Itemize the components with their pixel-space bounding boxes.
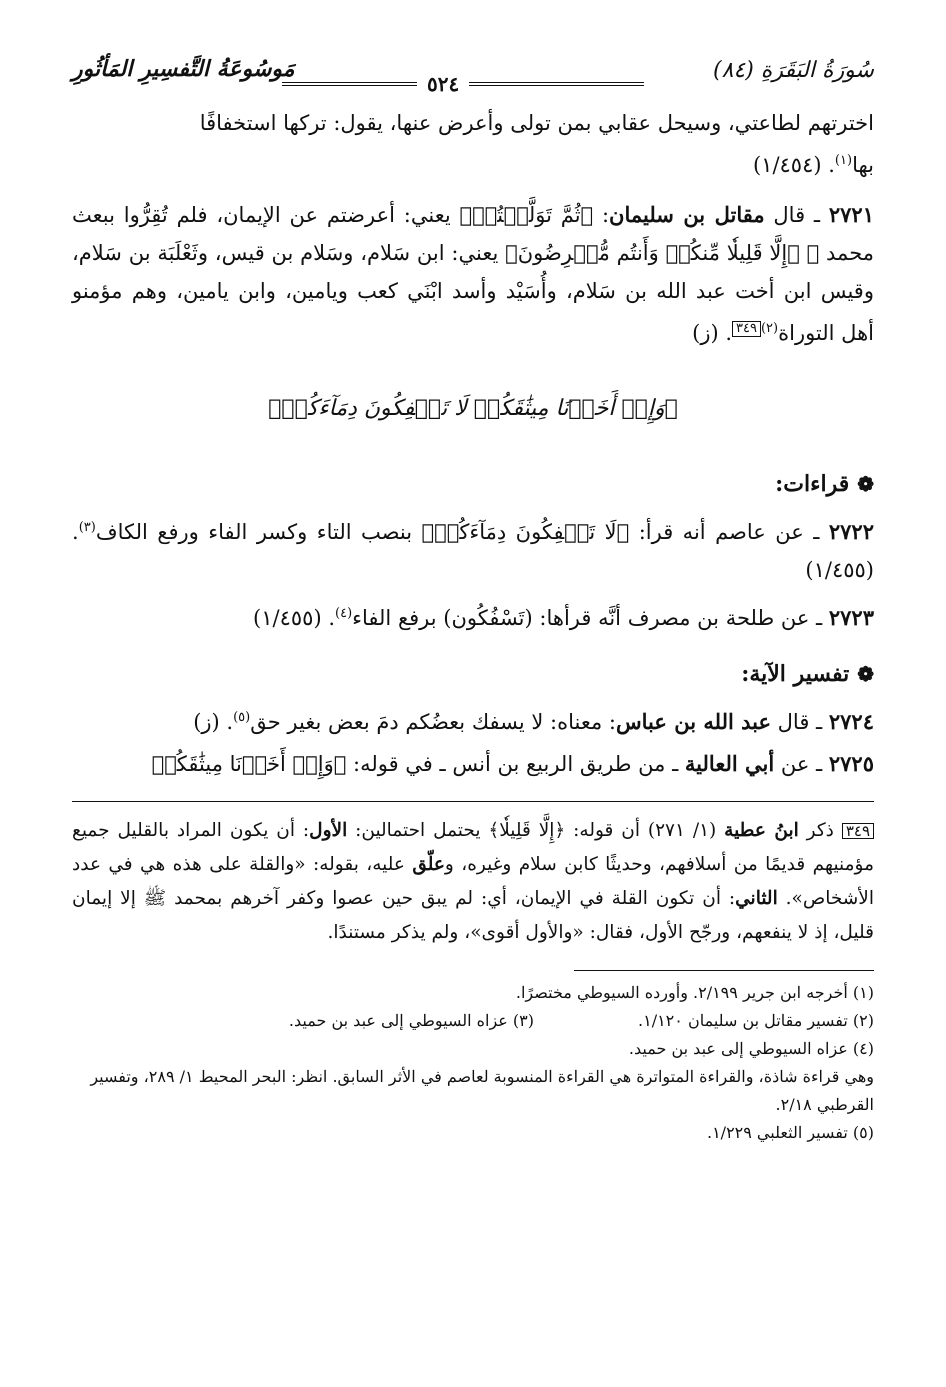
section-tafsir	[72, 657, 874, 691]
athar-number: ٢٧٢٥	[828, 751, 874, 776]
athar-number: ٢٧٢٤	[828, 709, 874, 734]
continuation-ref: . (١/٤٥٤)	[752, 153, 835, 177]
athar-2723	[72, 595, 874, 637]
athar-text: ـ عن طلحة بن مصرف أنَّه قرأها: (تَسْفُكُون) برفع الفاء	[352, 606, 829, 630]
flower-ornament-icon: ❁	[857, 472, 874, 496]
athar-tail: . (١/٤٥٥)	[72, 520, 874, 582]
running-header	[72, 52, 874, 98]
note-name: ابنُ عطية	[724, 820, 799, 841]
note-allaq: علّق	[412, 854, 445, 875]
athar-intro: ـ قال	[771, 710, 829, 734]
athar-number: ٢٧٢٣	[828, 605, 874, 630]
flower-ornament-icon: ❁	[857, 662, 874, 686]
footnote-ref-5[interactable]: (٥)	[233, 710, 251, 725]
note-text: : أن تكون القلة في الإيمان، أي: لم يبق حين عصوا وكفر آخرهم بمحمد ﷺ إلا إيمان قليل، إذ لا ينفعهم، ورجّح الأول، فقال: «والأول أقوى»، ولم يذكر مستندًا.	[72, 888, 874, 943]
page-number: ٥٢٤	[417, 72, 469, 96]
note-number-box: ٣٤٩	[842, 823, 874, 839]
editor-note-349	[72, 814, 874, 950]
quran-verse: ﴿وَإِذۡ أَخَذۡنَا مِيثَٰقَكُمۡ لَا تَسۡفِكُونَ دِمَآءَكُمۡ﴾	[268, 396, 678, 421]
surah-title: سُورَةُ البَقَرَةِ (٨٤)	[712, 58, 874, 83]
section-heading: قراءات:	[775, 471, 850, 497]
continuation-line-2: بها	[852, 153, 874, 177]
page	[72, 52, 874, 1147]
footnote-2: (٢) تفسير مقاتل بن سليمان ١/١٢٠.	[638, 1011, 874, 1030]
athar-tail: . (١/٤٥٥)	[253, 606, 335, 630]
athar-number: ٢٧٢٢	[828, 519, 874, 544]
footnote-4-continuation: وهي قراءة شاذة، والقراءة المتواترة هي القراءة المنسوبة لعاصم في الأثر السابق. انظر: البحر المحيط ١/ ٢٨٩، وتفسير القرطبي ٢/١٨.	[90, 1067, 874, 1114]
athar-author: أبي العالية	[684, 751, 775, 776]
note-second-label: الثاني	[735, 888, 778, 909]
section-heading: تفسير الآية:	[741, 661, 850, 687]
section-readings	[72, 467, 874, 501]
athar-text: : معناه: لا يسفك بعضُكم دمَ بعض بغير حق	[250, 710, 616, 734]
athar-tail: . (ز)	[193, 710, 234, 734]
note-text: ذكر	[798, 820, 842, 841]
footnote-row	[72, 1007, 874, 1035]
athar-number: ٢٧٢١	[828, 202, 874, 227]
footnote-ref-4[interactable]: (٤)	[335, 606, 353, 621]
athar-intro: ـ قال	[764, 203, 829, 227]
footnote-3: (٣) عزاه السيوطي إلى عبد بن حميد.	[288, 1011, 534, 1030]
note-separator	[72, 801, 874, 802]
note-first-label: الأول	[309, 820, 348, 841]
footnote-4: (٤) عزاه السيوطي إلى عبد بن حميد.	[628, 1039, 874, 1058]
athar-text: ـ عن عاصم أنه قرأ: ﴿لَا تَسۡفِكُونَ دِمَآءَكُمۡ﴾ بنصب التاء وكسر الفاء ورفع الكاف	[95, 520, 829, 544]
athar-author: مقاتل بن سليمان	[609, 202, 765, 227]
athar-text: ـ من طريق الربيع بن أنس ـ في قوله: ﴿وَإِذۡ أَخَذۡنَا مِيثَٰقَكُمۡ	[151, 752, 685, 776]
footnote-ref-1[interactable]: (١)	[834, 153, 853, 168]
paragraph-continuation	[72, 104, 874, 184]
athar-author: عبد الله بن عباس	[616, 709, 771, 734]
athar-2722	[72, 509, 874, 589]
footnote-5: (٥) تفسير الثعلبي ١/٢٢٩.	[706, 1123, 874, 1142]
athar-tail: . (ز)	[692, 321, 733, 345]
note-text: (١/ ٢٧١) أن قوله: ﴿إِلَّا قَلِيلٗا﴾ يحتمل احتمالين:	[347, 820, 725, 841]
continuation-line-1: اخترتهم لطاعتي، وسيحل عقابي بمن تولى وأعرض عنها، يقول: تركها استخفافًا	[199, 111, 874, 135]
athar-text: : ﴿ثُمَّ تَوَلَّيۡتُمۡ﴾ يعني: أعرضتم عن الإيمان، فلم تُقِرُّوا ببعث محمد ﷺ ﴿إِلَّا قَلِيلٗا مِّنكُمۡ وَأَنتُم مُّعۡرِضُونَ﴾ يعني: ابن سَلام، وسَلام بن قيس، وثَعْلَبَة بن سَلام، وقيس ابن أخت عبد الله بن سَلام، وأُسَيْد وأسد ابْنَي كعب ويامين، وابن يامين، وهم مؤمنو أهل التوراة	[72, 203, 874, 345]
footnote-ref-2[interactable]: (٢)	[760, 321, 779, 336]
note-text: : أن يكون المراد بالقليل جميع مؤمنيهم قديمًا من أسلافهم، وحديثًا كابن سلام وغيره، و	[72, 820, 874, 875]
athar-2721	[72, 196, 874, 352]
athar-2725	[72, 745, 874, 783]
footnote-ref-3[interactable]: (٣)	[78, 520, 96, 535]
athar-intro: ـ عن	[774, 752, 829, 776]
note-ref-box[interactable]: ٣٤٩	[732, 321, 761, 337]
book-title: مَوسُوعَةُ التَّفسِيرِ المَأثُورِ	[72, 56, 295, 82]
footnote-1: (١) أخرجه ابن جرير ٢/١٩٩. وأورده السيوطي مختصرًا.	[515, 983, 874, 1002]
note-text: عليه، بقوله: «والقلة على هذه هي في عدد الأشخاص».	[72, 854, 874, 909]
footnote-separator	[574, 970, 874, 971]
athar-2724	[72, 699, 874, 741]
